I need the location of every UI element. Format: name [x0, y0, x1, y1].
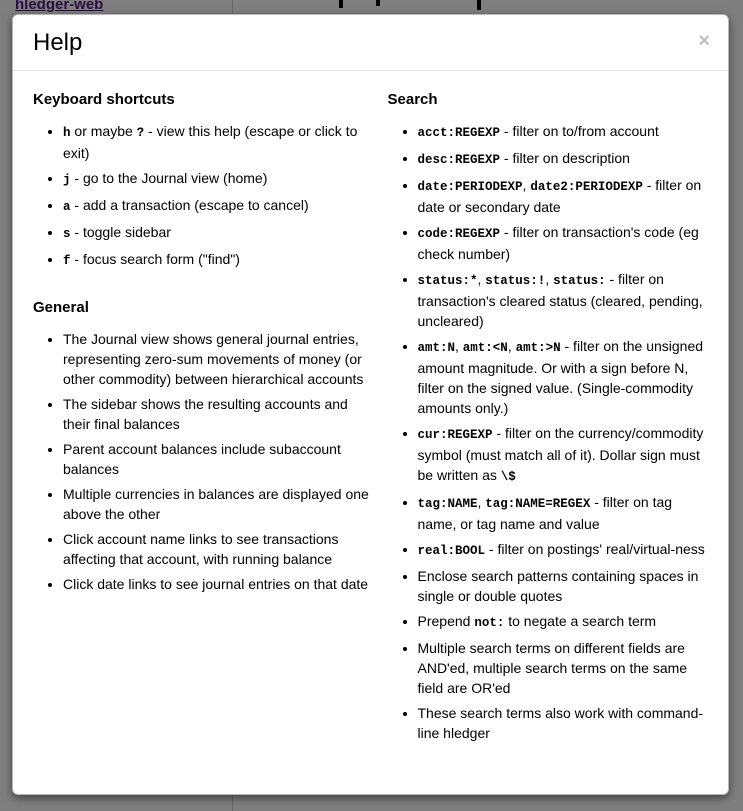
close-icon[interactable]: × — [698, 30, 710, 52]
modal-header — [13, 15, 728, 71]
help-item: • Multiple search terms on different fields are AND'ed, multiple search terms on the same field are OR'ed — [418, 638, 715, 698]
help-column-right — [374, 91, 715, 751]
help-item: • j - go to the Journal view (home) — [63, 168, 374, 190]
code-term: amt:<N — [462, 341, 508, 355]
code-term: j — [63, 173, 71, 187]
help-item: • Parent account balances include subaccount balances — [63, 439, 374, 479]
section-heading: Keyboard shortcuts — [33, 91, 175, 108]
code-term: a — [63, 200, 71, 214]
help-item: • tag:NAME, tag:NAME=REGEX - filter on tag name, or tag name and value — [418, 492, 715, 534]
help-list — [33, 329, 374, 594]
help-item: • The Journal view shows general journal entries, representing zero-sum movements of money (or other commodity) between hierarchical accounts — [63, 329, 374, 389]
code-term: amt:>N — [515, 341, 561, 355]
help-item: • status:*, status:!, status: - filter on transaction's cleared status (cleared, pending, uncleared) — [418, 269, 715, 331]
help-item: • The sidebar shows the resulting accounts and their final balances — [63, 394, 374, 434]
code-term: cur:REGEXP — [417, 428, 493, 442]
help-item: • Prepend not: to negate a search term — [418, 611, 715, 633]
code-term: status:* — [417, 274, 478, 288]
help-item: • code:REGEXP - filter on transaction's code (eg check number) — [418, 222, 715, 264]
code-term: status:! — [485, 274, 546, 288]
code-term: ? — [136, 126, 145, 140]
help-item: • cur:REGEXP - filter on the currency/commodity symbol (must match all of it). Dollar sign must be written as \$ — [418, 423, 715, 487]
section-heading: Search — [387, 91, 438, 108]
section-heading: General — [33, 299, 89, 316]
help-item: • f - focus search form ("find") — [63, 249, 374, 271]
code-term: s — [63, 227, 71, 241]
help-item: • Click date links to see journal entries on that date — [63, 574, 374, 594]
code-term: desc:REGEXP — [417, 153, 501, 167]
help-list — [33, 121, 374, 271]
code-term: tag:NAME=REGEX — [485, 497, 591, 511]
help-item: • real:BOOL - filter on postings' real/virtual-ness — [418, 539, 715, 561]
code-term: acct:REGEXP — [417, 126, 501, 140]
help-item: • Multiple currencies in balances are displayed one above the other — [63, 484, 374, 524]
help-item: • desc:REGEXP - filter on description — [418, 148, 715, 170]
help-item: • These search terms also work with command-line hledger — [418, 703, 715, 743]
code-term: amt:N — [417, 341, 456, 355]
code-term: date:PERIODEXP — [417, 180, 523, 194]
help-item: • a - add a transaction (escape to cancel) — [63, 195, 374, 217]
code-term: f — [63, 254, 71, 268]
help-item: • date:PERIODEXP, date2:PERIODEXP - filter on date or secondary date — [418, 175, 715, 217]
help-list — [388, 121, 715, 743]
code-term: h — [63, 126, 71, 140]
help-item: • h or maybe ? - view this help (escape or click to exit) — [63, 121, 374, 163]
code-term: real:BOOL — [417, 544, 486, 558]
code-term: code:REGEXP — [417, 227, 501, 241]
modal-title: Help — [33, 29, 83, 56]
code-term: tag:NAME — [417, 497, 478, 511]
code-term: not: — [474, 616, 505, 630]
help-item: • s - toggle sidebar — [63, 222, 374, 244]
code-term: \$ — [500, 470, 516, 484]
help-modal — [12, 14, 729, 795]
help-item: • Enclose search patterns containing spaces in single or double quotes — [418, 566, 715, 606]
code-term: date2:PERIODEXP — [530, 180, 643, 194]
modal-body — [13, 71, 728, 771]
help-column-left — [33, 91, 374, 751]
help-item: • acct:REGEXP - filter on to/from account — [418, 121, 715, 143]
help-item: • amt:N, amt:<N, amt:>N - filter on the unsigned amount magnitude. Or with a sign before N, filter on the signed value. (Single-commodity amounts only.) — [418, 336, 715, 418]
code-term: status: — [553, 274, 606, 288]
help-item: • Click account name links to see transactions affecting that account, with running balance — [63, 529, 374, 569]
